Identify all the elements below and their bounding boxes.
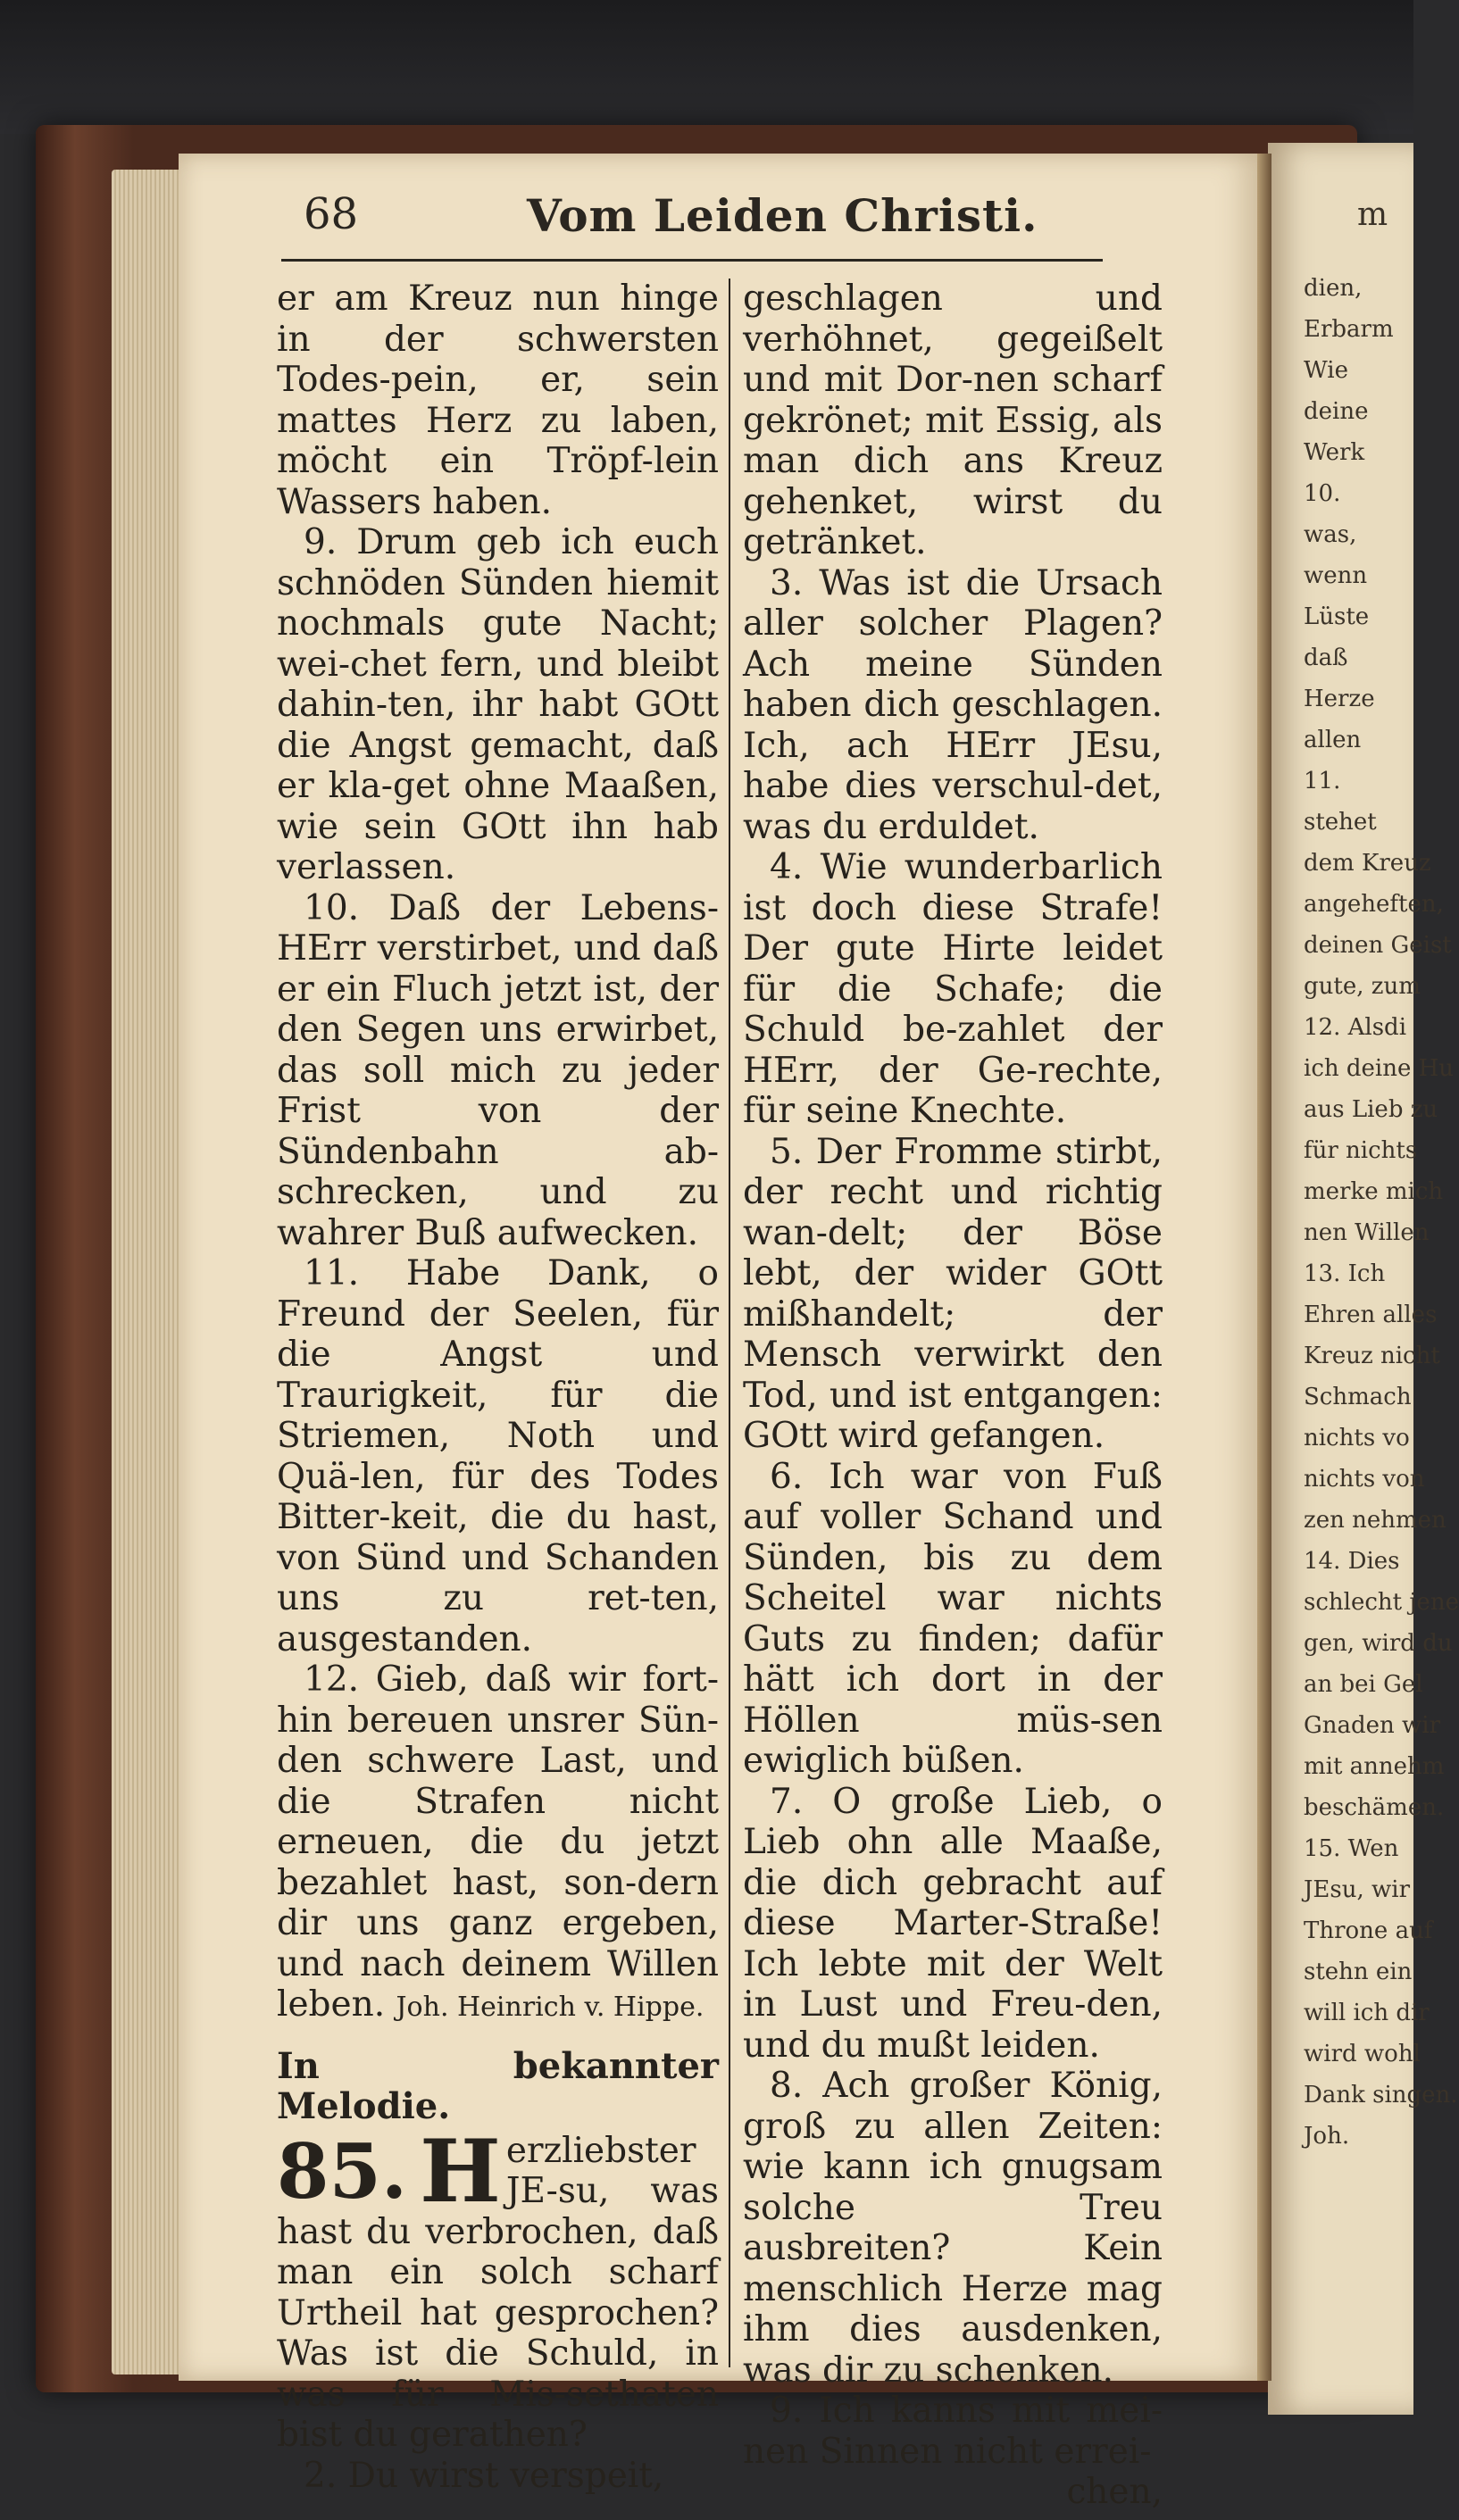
facing-page-line: mit annehm xyxy=(1304,1753,1445,1780)
drop-cap: H xyxy=(420,2120,501,2222)
page-number: 68 xyxy=(304,189,359,239)
facing-page-line: merke mich xyxy=(1304,1178,1444,1205)
right-column xyxy=(743,279,1163,2513)
facing-page-line: 15. Wen xyxy=(1304,1835,1399,1862)
column-divider xyxy=(729,279,730,2367)
hymn-number: 85. xyxy=(277,2126,408,2216)
hymn-85-verse-1-text: erzliebster JE-su, was hast du verbrochen, daß man ein solch scharf Urtheil hat gesprochen? Was ist die Schuld, in was für Mis-sethaten bist du gerathen? xyxy=(277,2130,719,2455)
facing-page-line: was, xyxy=(1304,521,1357,548)
facing-page-line: nichts vo xyxy=(1304,1425,1410,1451)
hymn-85-verse-2-start: 2. Du wirst verspeit, xyxy=(304,2455,664,2496)
facing-page-line: für nichts xyxy=(1304,1137,1418,1164)
facing-page-line: 10. xyxy=(1304,480,1341,507)
facing-page-line: schlecht jene xyxy=(1304,1589,1459,1616)
backdrop xyxy=(0,0,1413,134)
facing-page-line: Kreuz nicht xyxy=(1304,1343,1440,1369)
facing-page-line: wenn xyxy=(1304,562,1368,589)
facing-page-line: deinen Geist xyxy=(1304,932,1452,959)
verse-11: 11. Habe Dank, o Freund der Seelen, für die Angst und Traurigkeit, für die Striemen, Noth und Quä-len, für des Todes Bitter-keit, die du hast, von Sünd und Schanden uns zu ret-ten, ausgestanden. xyxy=(277,1253,719,1659)
hymn-85-verse-1 xyxy=(277,2120,719,2456)
hymn-author: Joh. Heinrich v. Hippe. xyxy=(396,1992,704,2023)
facing-page-line: allen xyxy=(1304,727,1362,753)
verse-12-text: 12. Gieb, daß wir fort-hin bereuen unsrer Sün-den schwere Last, und die Strafen nicht erneuen, die du jetzt bezahlet hast, son-dern dir uns ganz ergeben, und nach deinem Willen leben. xyxy=(277,1659,719,2025)
facing-page-header: m xyxy=(1357,196,1388,233)
facing-page-line: Throne auf xyxy=(1304,1917,1433,1944)
hymn-85-verse-9-start: 9. Ich kanns mit mei-nen Sinnen nicht errei- xyxy=(743,2391,1163,2472)
running-title: Vom Leiden Christi. xyxy=(527,189,1038,242)
facing-page-line: nichts von xyxy=(1304,1466,1425,1493)
facing-page-line: Ehren alles xyxy=(1304,1302,1438,1328)
left-column xyxy=(277,279,719,2496)
facing-page-line: ich deine Hu xyxy=(1304,1055,1455,1082)
hymn-85-verse-2-end: geschlagen und verhöhnet, gegeißelt und mit Dor-nen scharf gekrönet; mit Essig, als man dich ans Kreuz gehenket, wirst du getränket. xyxy=(743,279,1163,562)
verse-10: 10. Daß der Lebens-HErr verstirbet, und daß er ein Fluch jetzt ist, der den Segen uns erwirbet, das soll mich zu jeder Frist von der Sündenbahn ab-schrecken, und zu wahrer Buß aufwecken. xyxy=(277,887,719,1253)
facing-page-line: 13. Ich xyxy=(1304,1260,1386,1287)
facing-page-line: angeheften, xyxy=(1304,891,1444,918)
verse-9: 9. Drum geb ich euch schnöden Sünden hiemit nochmals gute Nacht; wei-chet fern, und bleibt dahin-ten, ihr habt GOtt die Angst gemacht, daß er kla-get ohne Maaßen, wie sein GOtt ihn hab verlassen. xyxy=(277,522,719,887)
page-gutter xyxy=(1257,154,1271,2381)
facing-page-line: an bei Gel xyxy=(1304,1671,1423,1698)
facing-page-line: Joh. xyxy=(1304,2123,1350,2150)
facing-page-line: Lüste xyxy=(1304,603,1370,630)
facing-page-line: zen nehmen xyxy=(1304,1507,1446,1534)
catchword: chen, xyxy=(1066,2472,1163,2512)
facing-page-line: Gnaden wir xyxy=(1304,1712,1441,1739)
facing-page xyxy=(1268,143,1459,2415)
facing-page-line: Wie xyxy=(1304,357,1348,384)
facing-page-line: aus Lieb zu xyxy=(1304,1096,1438,1123)
facing-page-line: 12. Alsdi xyxy=(1304,1014,1407,1041)
facing-page-line: 11. xyxy=(1304,768,1341,794)
facing-page-line: stehet xyxy=(1304,809,1377,836)
facing-page-line: beschämen. xyxy=(1304,1794,1445,1821)
hymn-85-verse-4: 4. Wie wunderbarlich ist doch diese Strafe! Der gute Hirte leidet für die Schafe; die Schuld be-zahlet der HErr, der Ge-rechte, für seine Knechte. xyxy=(743,847,1163,1131)
facing-page-line: Erbarm xyxy=(1304,316,1394,343)
melody-heading: In bekannter Melodie. xyxy=(277,2044,719,2127)
hymn-85-verse-5: 5. Der Fromme stirbt, der recht und richtig wan-delt; der Böse lebt, der wider GOtt mißhandelt; der Mensch verwirkt den Tod, und ist entgangen: GOtt wird gefangen. xyxy=(743,1131,1163,1456)
page-header xyxy=(304,189,1161,261)
facing-page-line: gute, zum xyxy=(1304,973,1421,1000)
verse-12 xyxy=(277,1659,719,2028)
facing-page-line: nen Willen xyxy=(1304,1219,1430,1246)
facing-page-line: stehn ein xyxy=(1304,1959,1413,1985)
hymn-85-verse-6: 6. Ich war von Fuß auf voller Schand und Sünden, bis zu dem Scheitel war nichts Guts zu finden; dafür hätt ich dort in der Höllen müs-sen ewiglich büßen. xyxy=(743,1456,1163,1781)
facing-page-line: daß xyxy=(1304,645,1348,671)
facing-page-line: deine xyxy=(1304,398,1369,425)
facing-page-line: dem Kreuz xyxy=(1304,850,1431,877)
book-page xyxy=(179,154,1259,2512)
facing-page-text xyxy=(1304,268,1459,2157)
hymn-85-verse-8: 8. Ach großer König, groß zu allen Zeiten: wie kann ich gnugsam solche Treu ausbreiten? Kein menschlich Herze mag ihm dies ausdenken, was dir zu schenken. xyxy=(743,2066,1163,2391)
hymn-85-verse-7: 7. O große Lieb, o Lieb ohn alle Maaße, die dich gebracht auf diese Marter-Straße! Ich lebte mit der Welt in Lust und Freu-den, und du mußt leiden. xyxy=(743,1781,1163,2066)
facing-page-line: dien, xyxy=(1304,275,1363,302)
facing-page-line: wird wohl xyxy=(1304,2041,1421,2067)
facing-page-line: 14. Dies xyxy=(1304,1548,1400,1575)
verse-8-end: er am Kreuz nun hinge in der schwersten Todes-pein, er, sein mattes Herz zu laben, möcht ein Tröpf-lein Wassers haben. xyxy=(277,279,719,522)
header-rule xyxy=(281,259,1103,262)
facing-page-line: will ich dir xyxy=(1304,2000,1430,2026)
facing-page-line: Herze xyxy=(1304,686,1375,712)
facing-page-line: Schmach xyxy=(1304,1384,1412,1410)
facing-page-line: Werk xyxy=(1304,439,1365,466)
facing-page-line: JEsu, wir xyxy=(1304,1876,1411,1903)
hymn-85-verse-3: 3. Was ist die Ursach aller solcher Plagen? Ach meine Sünden haben dich geschlagen. Ich, ach HErr JEsu, habe dies verschul-det, was du erduldet. xyxy=(743,562,1163,847)
facing-page-line: gen, wird du xyxy=(1304,1630,1453,1657)
facing-page-line: Dank singen. xyxy=(1304,2082,1458,2108)
